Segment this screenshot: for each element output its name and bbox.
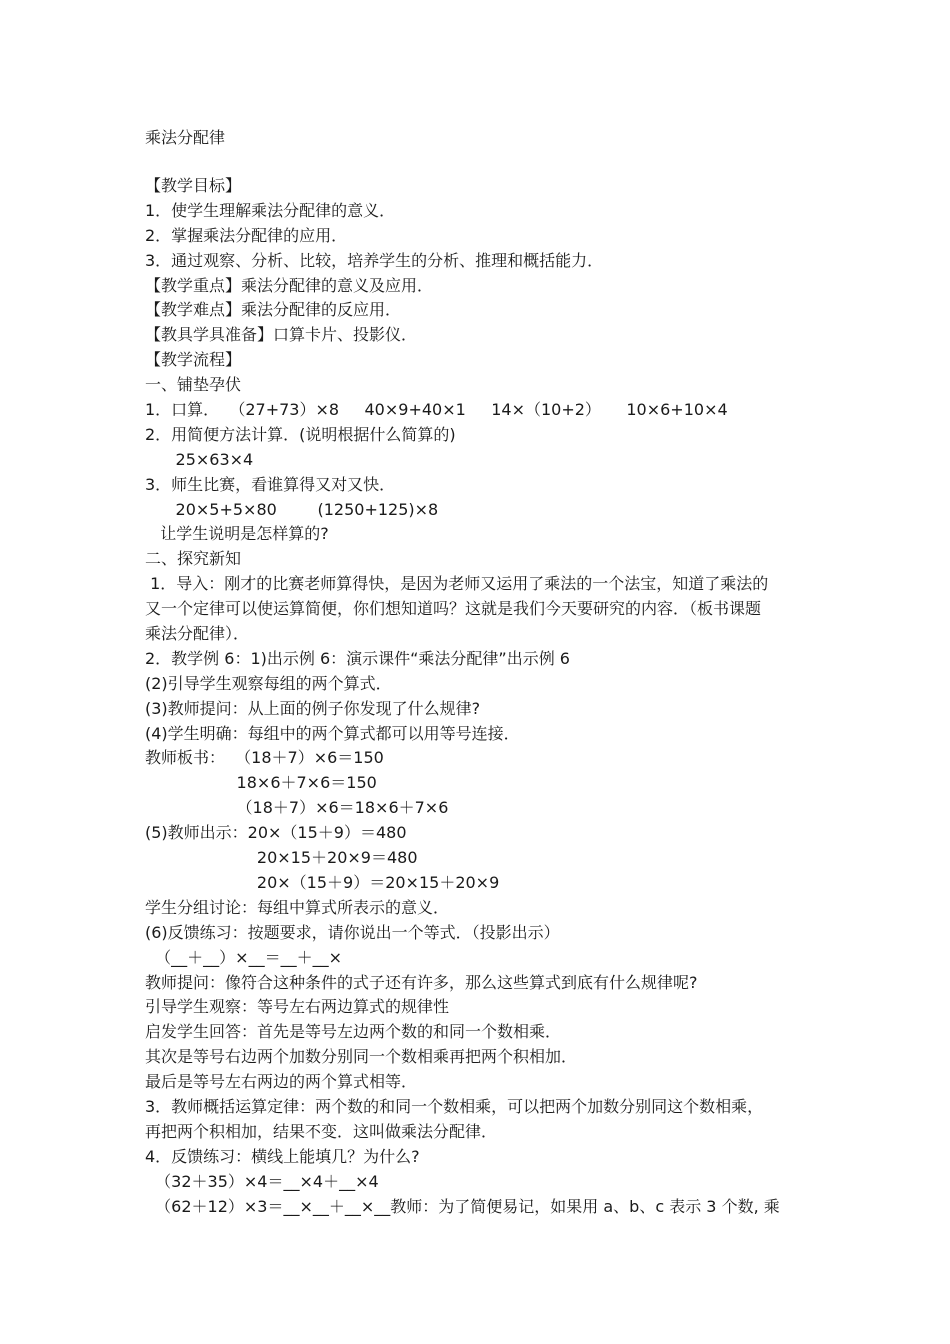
- text-line: (6)反馈练习：按题要求，请你说出一个等式．（投影出示）: [145, 922, 560, 942]
- text-line: 引导学生观察：等号左右两边算式的规律性: [145, 997, 450, 1017]
- text-line: 2．掌握乘法分配律的应用．: [145, 225, 348, 245]
- text-line: （__＋__）×__＝__＋__×: [145, 947, 342, 967]
- text-line: 二、探究新知: [145, 549, 242, 569]
- text-line: (2)引导学生观察每组的两个算式．: [145, 673, 392, 693]
- text-line: 4．反馈练习：横线上能填几？为什么?: [145, 1146, 420, 1166]
- text-line: 1．使学生理解乘法分配律的意义．: [145, 200, 396, 220]
- text-line: 【教学目标】: [145, 176, 242, 195]
- text-line: 3．师生比赛，看谁算得又对又快．: [145, 474, 396, 494]
- text-line: (4)学生明确：每组中的两个算式都可以用等号连接．: [145, 723, 520, 743]
- text-line: 最后是等号左右两边的两个算式相等．: [145, 1072, 418, 1092]
- document-body: [145, 174, 825, 1219]
- text-line: 3．通过观察、分析、比较，培养学生的分析、推理和概括能力．: [145, 250, 604, 270]
- text-line: 2．教学例 6：1)出示例 6：演示课件“乘法分配律”出示例 6: [145, 648, 570, 668]
- text-line: 1．口算． （27+73）×8 40×9+40×1 14×（10+2） 10×6+10×4: [145, 400, 728, 420]
- text-line: 又一个定律可以使运算简便，你们想知道吗？这就是我们今天要研究的内容．（板书课题: [145, 599, 762, 619]
- text-line: 其次是等号右边两个加数分别同一个数相乘再把两个积相加．: [145, 1047, 578, 1067]
- text-line: 【教学重点】乘法分配律的意义及应用．: [145, 275, 434, 295]
- text-line: 20×5+5×80 (1250+125)×8: [145, 499, 439, 519]
- text-line: 【教具学具准备】口算卡片、投影仪．: [145, 325, 418, 345]
- text-line: 让学生说明是怎样算的?: [145, 524, 329, 544]
- text-line: （62＋12）×3＝__×__＋__×__教师：为了简便易记，如果用 a、b、c 表示 3 个数, 乘: [145, 1196, 780, 1216]
- text-line: 20×15＋20×9＝480: [145, 848, 418, 868]
- text-line: (3)教师提问：从上面的例子你发现了什么规律?: [145, 698, 481, 718]
- text-line: 【教学流程】: [145, 350, 242, 370]
- text-line: 20×（15＋9）＝20×15＋20×9: [145, 872, 500, 892]
- text-line: 25×63×4: [145, 449, 254, 469]
- text-line: 18×6＋7×6＝150: [145, 773, 377, 793]
- text-line: 【教学难点】乘法分配律的反应用．: [145, 300, 402, 320]
- text-line: 乘法分配律）．: [145, 624, 250, 644]
- text-line: 1．导入：刚才的比赛老师算得快，是因为老师又运用了乘法的一个法宝，知道了乘法的: [145, 574, 769, 594]
- text-line: 教师提问：像符合这种条件的式子还有许多，那么这些算式到底有什么规律呢?: [145, 972, 698, 992]
- text-line: （32＋35）×4＝__×4＋__×4: [145, 1171, 379, 1191]
- text-line: 教师板书： （18＋7）×6＝150: [145, 748, 384, 768]
- text-line: (5)教师出示：20×（15＋9）＝480: [145, 823, 407, 843]
- text-line: 再把两个积相加，结果不变．这叫做乘法分配律．: [145, 1121, 498, 1141]
- document-title: 乘法分配律: [145, 128, 226, 147]
- text-line: （18＋7）×6＝18×6＋7×6: [145, 798, 449, 818]
- text-line: 学生分组讨论：每组中算式所表示的意义．: [145, 897, 450, 917]
- text-line: 一、铺垫孕伏: [145, 375, 242, 395]
- text-line: 2．用简便方法计算．(说明根据什么简算的): [145, 424, 456, 444]
- text-line: 启发学生回答：首先是等号左边两个数的和同一个数相乘．: [145, 1022, 562, 1042]
- text-line: 3．教师概括运算定律：两个数的和同一个数相乘，可以把两个加数分别同这个数相乘，: [145, 1096, 764, 1116]
